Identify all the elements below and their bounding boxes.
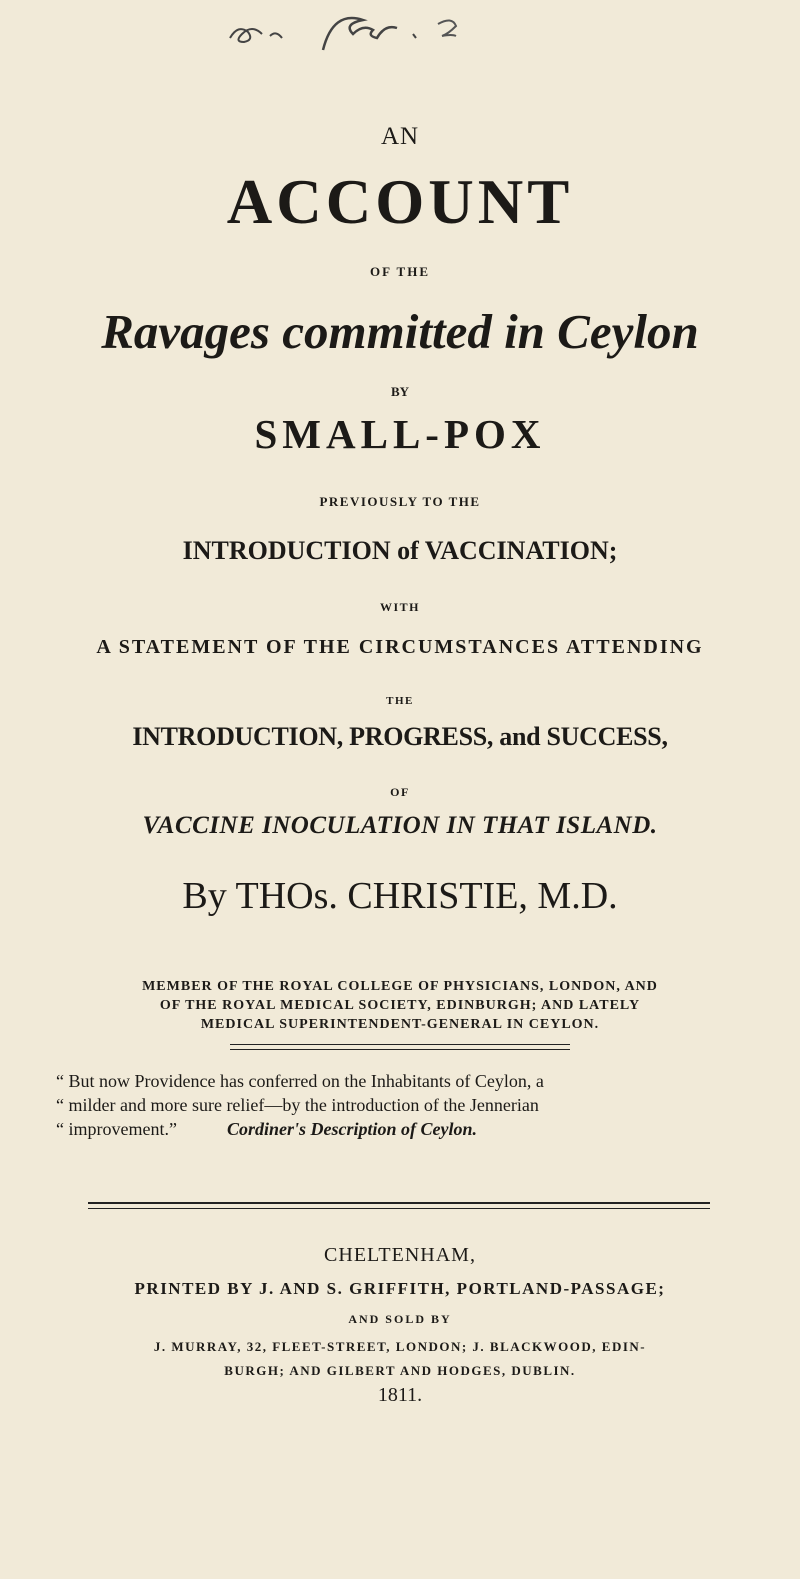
imprint-printer: PRINTED BY J. AND S. GRIFFITH, PORTLAND-PASSAGE; [134,1279,666,1298]
heading-smallpox: SMALL-POX [254,411,546,457]
heading-introduction-of-vaccination: INTRODUCTION of VACCINATION; [182,536,618,565]
heading-account: ACCOUNT [226,167,574,237]
credentials-line: OF THE ROYAL MEDICAL SOCIETY, EDINBURGH; AND LATELY [159,998,641,1013]
author-credentials [0,977,800,1034]
divider-rule [230,1049,570,1050]
divider-rule [230,1044,570,1045]
imprint-place: CHELTENHAM, [324,1244,476,1266]
sellers-line: J. MURRAY, 32, FLEET-STREET, LONDON; J. BLACKWOOD, EDIN- [153,1339,647,1354]
epigraph-citation: Cordiner's Description of Ceylon. [226,1119,477,1139]
epigraph [56,1069,766,1141]
author-line: By THOs. CHRISTIE, M.D. [182,875,618,917]
heading-by: BY [390,384,410,399]
handwritten-annotation [195,0,615,60]
epigraph-line-last [56,1117,766,1141]
credentials-line: MEDICAL SUPERINTENDENT-GENERAL IN CEYLON. [200,1017,600,1032]
heading-the: THE [386,695,414,707]
sellers-line: BURGH; AND GILBERT AND HODGES, DUBLIN. [224,1363,576,1378]
heading-ravages: Ravages committed in Ceylon [101,304,699,359]
heading-of-the: OF THE [369,264,431,279]
heading-of: OF [390,785,410,799]
imprint-sellers [0,1335,800,1383]
heading-introduction-progress-success: INTRODUCTION, PROGRESS, and SUCCESS, [132,722,668,751]
epigraph-line: “ But now Providence has conferred on the Inhabitants of Ceylon, a [56,1071,544,1091]
heading-previously: PREVIOUSLY TO THE [319,494,481,509]
heading-vaccine-inoculation: VACCINE INOCULATION IN THAT ISLAND. [142,812,658,839]
heading-an: AN [380,123,420,150]
imprint-year: 1811. [377,1384,423,1406]
heading-with: WITH [379,600,420,614]
divider-rule [88,1202,710,1204]
epigraph-line: “ improvement.” [56,1119,177,1139]
epigraph-line: “ milder and more sure relief—by the introduction of the Jennerian [56,1095,539,1115]
credentials-line: MEMBER OF THE ROYAL COLLEGE OF PHYSICIANS, LONDON, AND [142,979,658,994]
imprint-sold-by: AND SOLD BY [348,1312,452,1326]
divider-rule [88,1208,710,1209]
heading-statement: A STATEMENT OF THE CIRCUMSTANCES ATTENDING [96,636,704,658]
